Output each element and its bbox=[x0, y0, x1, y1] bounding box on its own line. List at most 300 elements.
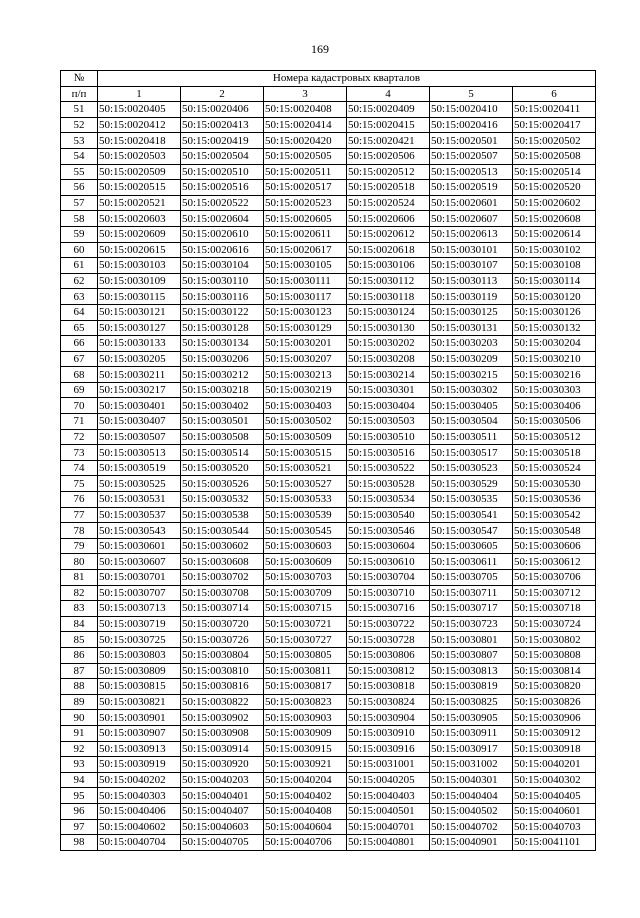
table-row bbox=[61, 772, 596, 788]
cadastral-quarter-cell: 50:15:0030709 bbox=[264, 585, 347, 601]
table-row bbox=[61, 803, 596, 819]
cadastral-quarter-cell: 50:15:0030921 bbox=[264, 757, 347, 773]
row-number: 92 bbox=[61, 741, 98, 757]
table-row bbox=[61, 429, 596, 445]
row-number: 52 bbox=[61, 117, 98, 133]
table-row bbox=[61, 445, 596, 461]
table-row bbox=[61, 507, 596, 523]
cadastral-quarter-cell: 50:15:0040401 bbox=[181, 788, 264, 804]
cadastral-quarter-cell: 50:15:0041101 bbox=[513, 835, 596, 851]
row-number: 56 bbox=[61, 180, 98, 196]
row-number: 90 bbox=[61, 710, 98, 726]
cadastral-quarter-cell: 50:15:0020405 bbox=[98, 102, 181, 118]
cadastral-quarter-cell: 50:15:0020605 bbox=[264, 211, 347, 227]
cadastral-quarter-cell: 50:15:0030203 bbox=[430, 336, 513, 352]
cadastral-quarter-cell: 50:15:0030522 bbox=[347, 460, 430, 476]
row-number: 72 bbox=[61, 429, 98, 445]
cadastral-quarter-cell: 50:15:0030548 bbox=[513, 523, 596, 539]
cadastral-quarter-cell: 50:15:0030516 bbox=[347, 445, 430, 461]
cadastral-quarter-cell: 50:15:0030728 bbox=[347, 632, 430, 648]
cadastral-quarter-cell: 50:15:0030124 bbox=[347, 304, 430, 320]
row-number: 80 bbox=[61, 554, 98, 570]
cadastral-quarter-cell: 50:15:0030710 bbox=[347, 585, 430, 601]
cadastral-quarter-cell: 50:15:0020521 bbox=[98, 195, 181, 211]
row-number: 84 bbox=[61, 616, 98, 632]
row-number: 96 bbox=[61, 803, 98, 819]
cadastral-quarter-cell: 50:15:0030920 bbox=[181, 757, 264, 773]
row-number: 60 bbox=[61, 242, 98, 258]
cadastral-quarter-cell: 50:15:0040302 bbox=[513, 772, 596, 788]
cadastral-quarter-cell: 50:15:0020603 bbox=[98, 211, 181, 227]
cadastral-quarter-cell: 50:15:0020606 bbox=[347, 211, 430, 227]
cadastral-quarter-cell: 50:15:0030816 bbox=[181, 679, 264, 695]
cadastral-quarter-cell: 50:15:0030513 bbox=[98, 445, 181, 461]
row-number: 69 bbox=[61, 382, 98, 398]
cadastral-quarter-cell: 50:15:0030534 bbox=[347, 492, 430, 508]
cadastral-quarter-cell: 50:15:0030207 bbox=[264, 351, 347, 367]
table-row bbox=[61, 523, 596, 539]
cadastral-quarter-cell: 50:15:0020609 bbox=[98, 226, 181, 242]
row-number: 85 bbox=[61, 632, 98, 648]
cadastral-quarter-cell: 50:15:0030914 bbox=[181, 741, 264, 757]
cadastral-quarter-cell: 50:15:0030538 bbox=[181, 507, 264, 523]
cadastral-quarter-cell: 50:15:0020522 bbox=[181, 195, 264, 211]
table-row bbox=[61, 570, 596, 586]
table-row bbox=[61, 398, 596, 414]
cadastral-quarter-cell: 50:15:0030610 bbox=[347, 554, 430, 570]
cadastral-quarter-cell: 50:15:0030540 bbox=[347, 507, 430, 523]
table-row bbox=[61, 242, 596, 258]
cadastral-quarter-cell: 50:15:0030824 bbox=[347, 694, 430, 710]
cadastral-quarter-cell: 50:15:0030723 bbox=[430, 616, 513, 632]
cadastral-quarter-cell: 50:15:0030601 bbox=[98, 538, 181, 554]
cadastral-quarter-cell: 50:15:0040501 bbox=[347, 803, 430, 819]
table-row bbox=[61, 601, 596, 617]
cadastral-quarter-cell: 50:15:0030123 bbox=[264, 304, 347, 320]
row-number: 70 bbox=[61, 398, 98, 414]
cadastral-quarter-cell: 50:15:0020616 bbox=[181, 242, 264, 258]
cadastral-quarter-cell: 50:15:0030705 bbox=[430, 570, 513, 586]
cadastral-quarter-cell: 50:15:0020601 bbox=[430, 195, 513, 211]
row-number: 68 bbox=[61, 367, 98, 383]
cadastral-quarter-cell: 50:15:0030520 bbox=[181, 460, 264, 476]
cadastral-quarter-cell: 50:15:0020511 bbox=[264, 164, 347, 180]
table-row bbox=[61, 741, 596, 757]
cadastral-quarter-cell: 50:15:0020421 bbox=[347, 133, 430, 149]
cadastral-quarter-cell: 50:15:0030526 bbox=[181, 476, 264, 492]
cadastral-quarter-cell: 50:15:0030815 bbox=[98, 679, 181, 695]
table-row bbox=[61, 710, 596, 726]
table-row bbox=[61, 835, 596, 851]
cadastral-quarter-cell: 50:15:0040705 bbox=[181, 835, 264, 851]
cadastral-quarter-cell: 50:15:0030528 bbox=[347, 476, 430, 492]
cadastral-quarter-cell: 50:15:0030510 bbox=[347, 429, 430, 445]
cadastral-quarter-cell: 50:15:0031001 bbox=[347, 757, 430, 773]
cadastral-quarter-cell: 50:15:0030724 bbox=[513, 616, 596, 632]
cadastral-quarter-cell: 50:15:0030919 bbox=[98, 757, 181, 773]
cadastral-quarter-cell: 50:15:0040201 bbox=[513, 757, 596, 773]
row-number: 58 bbox=[61, 211, 98, 227]
row-number: 89 bbox=[61, 694, 98, 710]
cadastral-quarter-cell: 50:15:0020512 bbox=[347, 164, 430, 180]
cadastral-quarter-cell: 50:15:0030104 bbox=[181, 258, 264, 274]
cadastral-quarter-cell: 50:15:0030541 bbox=[430, 507, 513, 523]
cadastral-quarter-cell: 50:15:0020610 bbox=[181, 226, 264, 242]
cadastral-quarter-cell: 50:15:0040901 bbox=[430, 835, 513, 851]
cadastral-quarter-cell: 50:15:0030114 bbox=[513, 273, 596, 289]
cadastral-quarter-cell: 50:15:0030121 bbox=[98, 304, 181, 320]
table-row bbox=[61, 414, 596, 430]
header-num-label-top: № bbox=[61, 71, 98, 87]
cadastral-quarter-cell: 50:15:0030801 bbox=[430, 632, 513, 648]
cadastral-quarter-cell: 50:15:0030404 bbox=[347, 398, 430, 414]
cadastral-quarter-cell: 50:15:0020506 bbox=[347, 148, 430, 164]
cadastral-quarter-cell: 50:15:0030132 bbox=[513, 320, 596, 336]
cadastral-quarter-cell: 50:15:0040405 bbox=[513, 788, 596, 804]
table-row bbox=[61, 788, 596, 804]
cadastral-quarter-cell: 50:15:0020507 bbox=[430, 148, 513, 164]
cadastral-quarter-cell: 50:15:0040502 bbox=[430, 803, 513, 819]
cadastral-quarter-cell: 50:15:0030212 bbox=[181, 367, 264, 383]
table-row bbox=[61, 211, 596, 227]
cadastral-quarter-cell: 50:15:0020514 bbox=[513, 164, 596, 180]
cadastral-quarter-cell: 50:15:0030102 bbox=[513, 242, 596, 258]
cadastral-quarter-cell: 50:15:0030807 bbox=[430, 647, 513, 663]
table-row bbox=[61, 351, 596, 367]
row-number: 64 bbox=[61, 304, 98, 320]
cadastral-quarter-cell: 50:15:0020406 bbox=[181, 102, 264, 118]
cadastral-quarter-cell: 50:15:0020414 bbox=[264, 117, 347, 133]
cadastral-quarter-cell: 50:15:0030127 bbox=[98, 320, 181, 336]
cadastral-quarter-cell: 50:15:0030515 bbox=[264, 445, 347, 461]
cadastral-quarter-cell: 50:15:0030405 bbox=[430, 398, 513, 414]
cadastral-quarter-cell: 50:15:0040203 bbox=[181, 772, 264, 788]
cadastral-quarter-cell: 50:15:0030120 bbox=[513, 289, 596, 305]
table-row bbox=[61, 304, 596, 320]
cadastral-quarter-cell: 50:15:0030717 bbox=[430, 601, 513, 617]
cadastral-quarter-cell: 50:15:0030537 bbox=[98, 507, 181, 523]
cadastral-quarter-cell: 50:15:0030906 bbox=[513, 710, 596, 726]
cadastral-quarter-cell: 50:15:0030134 bbox=[181, 336, 264, 352]
cadastral-quarter-cell: 50:15:0030908 bbox=[181, 725, 264, 741]
cadastral-quarter-cell: 50:15:0030519 bbox=[98, 460, 181, 476]
cadastral-quarter-cell: 50:15:0030103 bbox=[98, 258, 181, 274]
table-row bbox=[61, 367, 596, 383]
row-number: 51 bbox=[61, 102, 98, 118]
cadastral-quarter-cell: 50:15:0030530 bbox=[513, 476, 596, 492]
cadastral-quarter-cell: 50:15:0030706 bbox=[513, 570, 596, 586]
cadastral-quarter-cell: 50:15:0030303 bbox=[513, 382, 596, 398]
header-column-5: 5 bbox=[430, 86, 513, 102]
table-row bbox=[61, 492, 596, 508]
cadastral-quarter-cell: 50:15:0030125 bbox=[430, 304, 513, 320]
cadastral-quarter-cell: 50:15:0020502 bbox=[513, 133, 596, 149]
cadastral-quarter-cell: 50:15:0030116 bbox=[181, 289, 264, 305]
cadastral-quarter-cell: 50:15:0020612 bbox=[347, 226, 430, 242]
cadastral-quarter-cell: 50:15:0030129 bbox=[264, 320, 347, 336]
table-row bbox=[61, 819, 596, 835]
cadastral-quarter-cell: 50:15:0020503 bbox=[98, 148, 181, 164]
table-row bbox=[61, 476, 596, 492]
cadastral-quarter-cell: 50:15:0030126 bbox=[513, 304, 596, 320]
cadastral-quarter-cell: 50:15:0030802 bbox=[513, 632, 596, 648]
cadastral-quarter-cell: 50:15:0030703 bbox=[264, 570, 347, 586]
cadastral-quarter-cell: 50:15:0030701 bbox=[98, 570, 181, 586]
cadastral-quarter-cell: 50:15:0030726 bbox=[181, 632, 264, 648]
cadastral-quarter-cell: 50:15:0030725 bbox=[98, 632, 181, 648]
table-row bbox=[61, 133, 596, 149]
table-row bbox=[61, 180, 596, 196]
cadastral-quarter-cell: 50:15:0030122 bbox=[181, 304, 264, 320]
cadastral-quarter-cell: 50:15:0030721 bbox=[264, 616, 347, 632]
row-number: 55 bbox=[61, 164, 98, 180]
cadastral-quarter-cell: 50:15:0030604 bbox=[347, 538, 430, 554]
cadastral-quarter-cell: 50:15:0030910 bbox=[347, 725, 430, 741]
cadastral-quarter-cell: 50:15:0030407 bbox=[98, 414, 181, 430]
cadastral-quarter-cell: 50:15:0020412 bbox=[98, 117, 181, 133]
cadastral-quarter-cell: 50:15:0030512 bbox=[513, 429, 596, 445]
table-body bbox=[61, 102, 596, 851]
row-number: 83 bbox=[61, 601, 98, 617]
cadastral-quarter-cell: 50:15:0030810 bbox=[181, 663, 264, 679]
table-header bbox=[61, 71, 596, 102]
row-number: 75 bbox=[61, 476, 98, 492]
cadastral-quarter-cell: 50:15:0030707 bbox=[98, 585, 181, 601]
cadastral-quarter-cell: 50:15:0030823 bbox=[264, 694, 347, 710]
row-number: 98 bbox=[61, 835, 98, 851]
cadastral-quarter-cell: 50:15:0040303 bbox=[98, 788, 181, 804]
cadastral-quarter-cell: 50:15:0030206 bbox=[181, 351, 264, 367]
cadastral-quarter-cell: 50:15:0030517 bbox=[430, 445, 513, 461]
cadastral-quarter-cell: 50:15:0040703 bbox=[513, 819, 596, 835]
cadastral-quarter-cell: 50:15:0030607 bbox=[98, 554, 181, 570]
cadastral-quarter-cell: 50:15:0030504 bbox=[430, 414, 513, 430]
cadastral-quarter-cell: 50:15:0030820 bbox=[513, 679, 596, 695]
cadastral-quarter-cell: 50:15:0030205 bbox=[98, 351, 181, 367]
cadastral-quarter-cell: 50:15:0030611 bbox=[430, 554, 513, 570]
cadastral-quarter-cell: 50:15:0030542 bbox=[513, 507, 596, 523]
cadastral-quarter-cell: 50:15:0030302 bbox=[430, 382, 513, 398]
cadastral-quarter-cell: 50:15:0040603 bbox=[181, 819, 264, 835]
cadastral-quarter-cell: 50:15:0040407 bbox=[181, 803, 264, 819]
cadastral-quarter-cell: 50:15:0030612 bbox=[513, 554, 596, 570]
cadastral-quarter-cell: 50:15:0020602 bbox=[513, 195, 596, 211]
cadastral-quarter-cell: 50:15:0020409 bbox=[347, 102, 430, 118]
cadastral-quarter-cell: 50:15:0030805 bbox=[264, 647, 347, 663]
cadastral-quarter-cell: 50:15:0030714 bbox=[181, 601, 264, 617]
cadastral-quarter-cell: 50:15:0040701 bbox=[347, 819, 430, 835]
cadastral-quarter-cell: 50:15:0020604 bbox=[181, 211, 264, 227]
table-row bbox=[61, 226, 596, 242]
cadastral-quarter-cell: 50:15:0030401 bbox=[98, 398, 181, 414]
table-row bbox=[61, 336, 596, 352]
row-number: 76 bbox=[61, 492, 98, 508]
cadastral-quarter-cell: 50:15:0020420 bbox=[264, 133, 347, 149]
cadastral-quarter-cell: 50:15:0030918 bbox=[513, 741, 596, 757]
cadastral-quarter-cell: 50:15:0030712 bbox=[513, 585, 596, 601]
cadastral-quarter-cell: 50:15:0030108 bbox=[513, 258, 596, 274]
table-row bbox=[61, 289, 596, 305]
row-number: 95 bbox=[61, 788, 98, 804]
table-row bbox=[61, 632, 596, 648]
cadastral-quarter-cell: 50:15:0030506 bbox=[513, 414, 596, 430]
cadastral-quarter-cell: 50:15:0020607 bbox=[430, 211, 513, 227]
cadastral-quarter-cell: 50:15:0030543 bbox=[98, 523, 181, 539]
cadastral-quarter-cell: 50:15:0030105 bbox=[264, 258, 347, 274]
cadastral-quarter-cell: 50:15:0030715 bbox=[264, 601, 347, 617]
cadastral-quarter-cell: 50:15:0020611 bbox=[264, 226, 347, 242]
cadastral-quarter-cell: 50:15:0030813 bbox=[430, 663, 513, 679]
row-number: 63 bbox=[61, 289, 98, 305]
cadastral-quarter-cell: 50:15:0030213 bbox=[264, 367, 347, 383]
cadastral-quarter-cell: 50:15:0030406 bbox=[513, 398, 596, 414]
cadastral-quarter-cell: 50:15:0030128 bbox=[181, 320, 264, 336]
header-column-3: 3 bbox=[264, 86, 347, 102]
cadastral-quarter-cell: 50:15:0030215 bbox=[430, 367, 513, 383]
cadastral-quarter-cell: 50:15:0030523 bbox=[430, 460, 513, 476]
cadastral-quarter-cell: 50:15:0030808 bbox=[513, 647, 596, 663]
cadastral-quarter-cell: 50:15:0040706 bbox=[264, 835, 347, 851]
cadastral-quarter-cell: 50:15:0030713 bbox=[98, 601, 181, 617]
cadastral-quarters-table bbox=[60, 70, 596, 851]
row-number: 71 bbox=[61, 414, 98, 430]
cadastral-quarter-cell: 50:15:0030532 bbox=[181, 492, 264, 508]
cadastral-quarter-cell: 50:15:0030718 bbox=[513, 601, 596, 617]
cadastral-quarter-cell: 50:15:0030804 bbox=[181, 647, 264, 663]
cadastral-quarter-cell: 50:15:0020614 bbox=[513, 226, 596, 242]
cadastral-quarter-cell: 50:15:0030821 bbox=[98, 694, 181, 710]
cadastral-quarter-cell: 50:15:0030131 bbox=[430, 320, 513, 336]
cadastral-quarter-cell: 50:15:0030902 bbox=[181, 710, 264, 726]
cadastral-quarter-cell: 50:15:0030217 bbox=[98, 382, 181, 398]
cadastral-quarter-cell: 50:15:0020617 bbox=[264, 242, 347, 258]
cadastral-quarter-cell: 50:15:0030112 bbox=[347, 273, 430, 289]
cadastral-quarter-cell: 50:15:0030101 bbox=[430, 242, 513, 258]
cadastral-quarter-cell: 50:15:0020615 bbox=[98, 242, 181, 258]
cadastral-quarter-cell: 50:15:0030508 bbox=[181, 429, 264, 445]
header-caption: Номера кадастровых кварталов bbox=[98, 71, 596, 87]
cadastral-quarter-cell: 50:15:0030521 bbox=[264, 460, 347, 476]
cadastral-quarter-cell: 50:15:0020508 bbox=[513, 148, 596, 164]
row-number: 73 bbox=[61, 445, 98, 461]
row-number: 62 bbox=[61, 273, 98, 289]
cadastral-quarter-cell: 50:15:0040406 bbox=[98, 803, 181, 819]
row-number: 87 bbox=[61, 663, 98, 679]
cadastral-quarter-cell: 50:15:0030915 bbox=[264, 741, 347, 757]
row-number: 81 bbox=[61, 570, 98, 586]
cadastral-quarter-cell: 50:15:0030501 bbox=[181, 414, 264, 430]
row-number: 86 bbox=[61, 647, 98, 663]
cadastral-quarter-cell: 50:15:0030133 bbox=[98, 336, 181, 352]
row-number: 78 bbox=[61, 523, 98, 539]
cadastral-quarter-cell: 50:15:0030529 bbox=[430, 476, 513, 492]
cadastral-quarter-cell: 50:15:0030905 bbox=[430, 710, 513, 726]
cadastral-quarter-cell: 50:15:0040702 bbox=[430, 819, 513, 835]
cadastral-quarter-cell: 50:15:0040301 bbox=[430, 772, 513, 788]
row-number: 54 bbox=[61, 148, 98, 164]
cadastral-quarter-cell: 50:15:0030811 bbox=[264, 663, 347, 679]
cadastral-quarter-cell: 50:15:0030518 bbox=[513, 445, 596, 461]
table-row bbox=[61, 538, 596, 554]
cadastral-quarter-cell: 50:15:0030602 bbox=[181, 538, 264, 554]
cadastral-quarter-cell: 50:15:0020608 bbox=[513, 211, 596, 227]
cadastral-quarter-cell: 50:15:0030109 bbox=[98, 273, 181, 289]
row-number: 77 bbox=[61, 507, 98, 523]
table-row bbox=[61, 647, 596, 663]
cadastral-quarter-cell: 50:15:0020519 bbox=[430, 180, 513, 196]
cadastral-quarter-cell: 50:15:0030545 bbox=[264, 523, 347, 539]
cadastral-quarter-cell: 50:15:0020515 bbox=[98, 180, 181, 196]
cadastral-quarter-cell: 50:15:0020516 bbox=[181, 180, 264, 196]
cadastral-quarter-cell: 50:15:0040204 bbox=[264, 772, 347, 788]
cadastral-quarter-cell: 50:15:0030502 bbox=[264, 414, 347, 430]
header-row-caption bbox=[61, 71, 596, 87]
cadastral-quarter-cell: 50:15:0030218 bbox=[181, 382, 264, 398]
cadastral-quarter-cell: 50:15:0020517 bbox=[264, 180, 347, 196]
row-number: 82 bbox=[61, 585, 98, 601]
page-number: 169 bbox=[311, 42, 329, 56]
cadastral-quarter-cell: 50:15:0030119 bbox=[430, 289, 513, 305]
cadastral-quarter-cell: 50:15:0040801 bbox=[347, 835, 430, 851]
cadastral-quarter-cell: 50:15:0030111 bbox=[264, 273, 347, 289]
cadastral-quarter-cell: 50:15:0030716 bbox=[347, 601, 430, 617]
cadastral-quarter-cell: 50:15:0030609 bbox=[264, 554, 347, 570]
cadastral-quarter-cell: 50:15:0030708 bbox=[181, 585, 264, 601]
cadastral-quarter-cell: 50:15:0020524 bbox=[347, 195, 430, 211]
table-row bbox=[61, 663, 596, 679]
cadastral-quarter-cell: 50:15:0030907 bbox=[98, 725, 181, 741]
table-row bbox=[61, 554, 596, 570]
cadastral-quarter-cell: 50:15:0030608 bbox=[181, 554, 264, 570]
row-number: 59 bbox=[61, 226, 98, 242]
row-number: 57 bbox=[61, 195, 98, 211]
cadastral-quarter-cell: 50:15:0020416 bbox=[430, 117, 513, 133]
cadastral-quarter-cell: 50:15:0030539 bbox=[264, 507, 347, 523]
cadastral-quarter-cell: 50:15:0020613 bbox=[430, 226, 513, 242]
cadastral-quarter-cell: 50:15:0030909 bbox=[264, 725, 347, 741]
table-row bbox=[61, 320, 596, 336]
cadastral-quarter-cell: 50:15:0020504 bbox=[181, 148, 264, 164]
table-row bbox=[61, 195, 596, 211]
table-row bbox=[61, 382, 596, 398]
cadastral-quarter-cell: 50:15:0030704 bbox=[347, 570, 430, 586]
table-row bbox=[61, 694, 596, 710]
cadastral-quarter-cell: 50:15:0030403 bbox=[264, 398, 347, 414]
table-row bbox=[61, 148, 596, 164]
cadastral-quarter-cell: 50:15:0030216 bbox=[513, 367, 596, 383]
cadastral-quarter-cell: 50:15:0030106 bbox=[347, 258, 430, 274]
cadastral-quarter-cell: 50:15:0030547 bbox=[430, 523, 513, 539]
cadastral-quarter-cell: 50:15:0020523 bbox=[264, 195, 347, 211]
cadastral-quarter-cell: 50:15:0030527 bbox=[264, 476, 347, 492]
cadastral-quarter-cell: 50:15:0030903 bbox=[264, 710, 347, 726]
table-row bbox=[61, 725, 596, 741]
header-column-4: 4 bbox=[347, 86, 430, 102]
row-number: 97 bbox=[61, 819, 98, 835]
cadastral-quarter-cell: 50:15:0030211 bbox=[98, 367, 181, 383]
cadastral-quarter-cell: 50:15:0030606 bbox=[513, 538, 596, 554]
cadastral-quarter-cell: 50:15:0040403 bbox=[347, 788, 430, 804]
cadastral-quarter-cell: 50:15:0030113 bbox=[430, 273, 513, 289]
table-row bbox=[61, 117, 596, 133]
row-number: 94 bbox=[61, 772, 98, 788]
cadastral-quarter-cell: 50:15:0030911 bbox=[430, 725, 513, 741]
cadastral-quarter-cell: 50:15:0020419 bbox=[181, 133, 264, 149]
cadastral-quarter-cell: 50:15:0020501 bbox=[430, 133, 513, 149]
cadastral-quarter-cell: 50:15:0040404 bbox=[430, 788, 513, 804]
cadastral-quarter-cell: 50:15:0030204 bbox=[513, 336, 596, 352]
cadastral-quarter-cell: 50:15:0020505 bbox=[264, 148, 347, 164]
